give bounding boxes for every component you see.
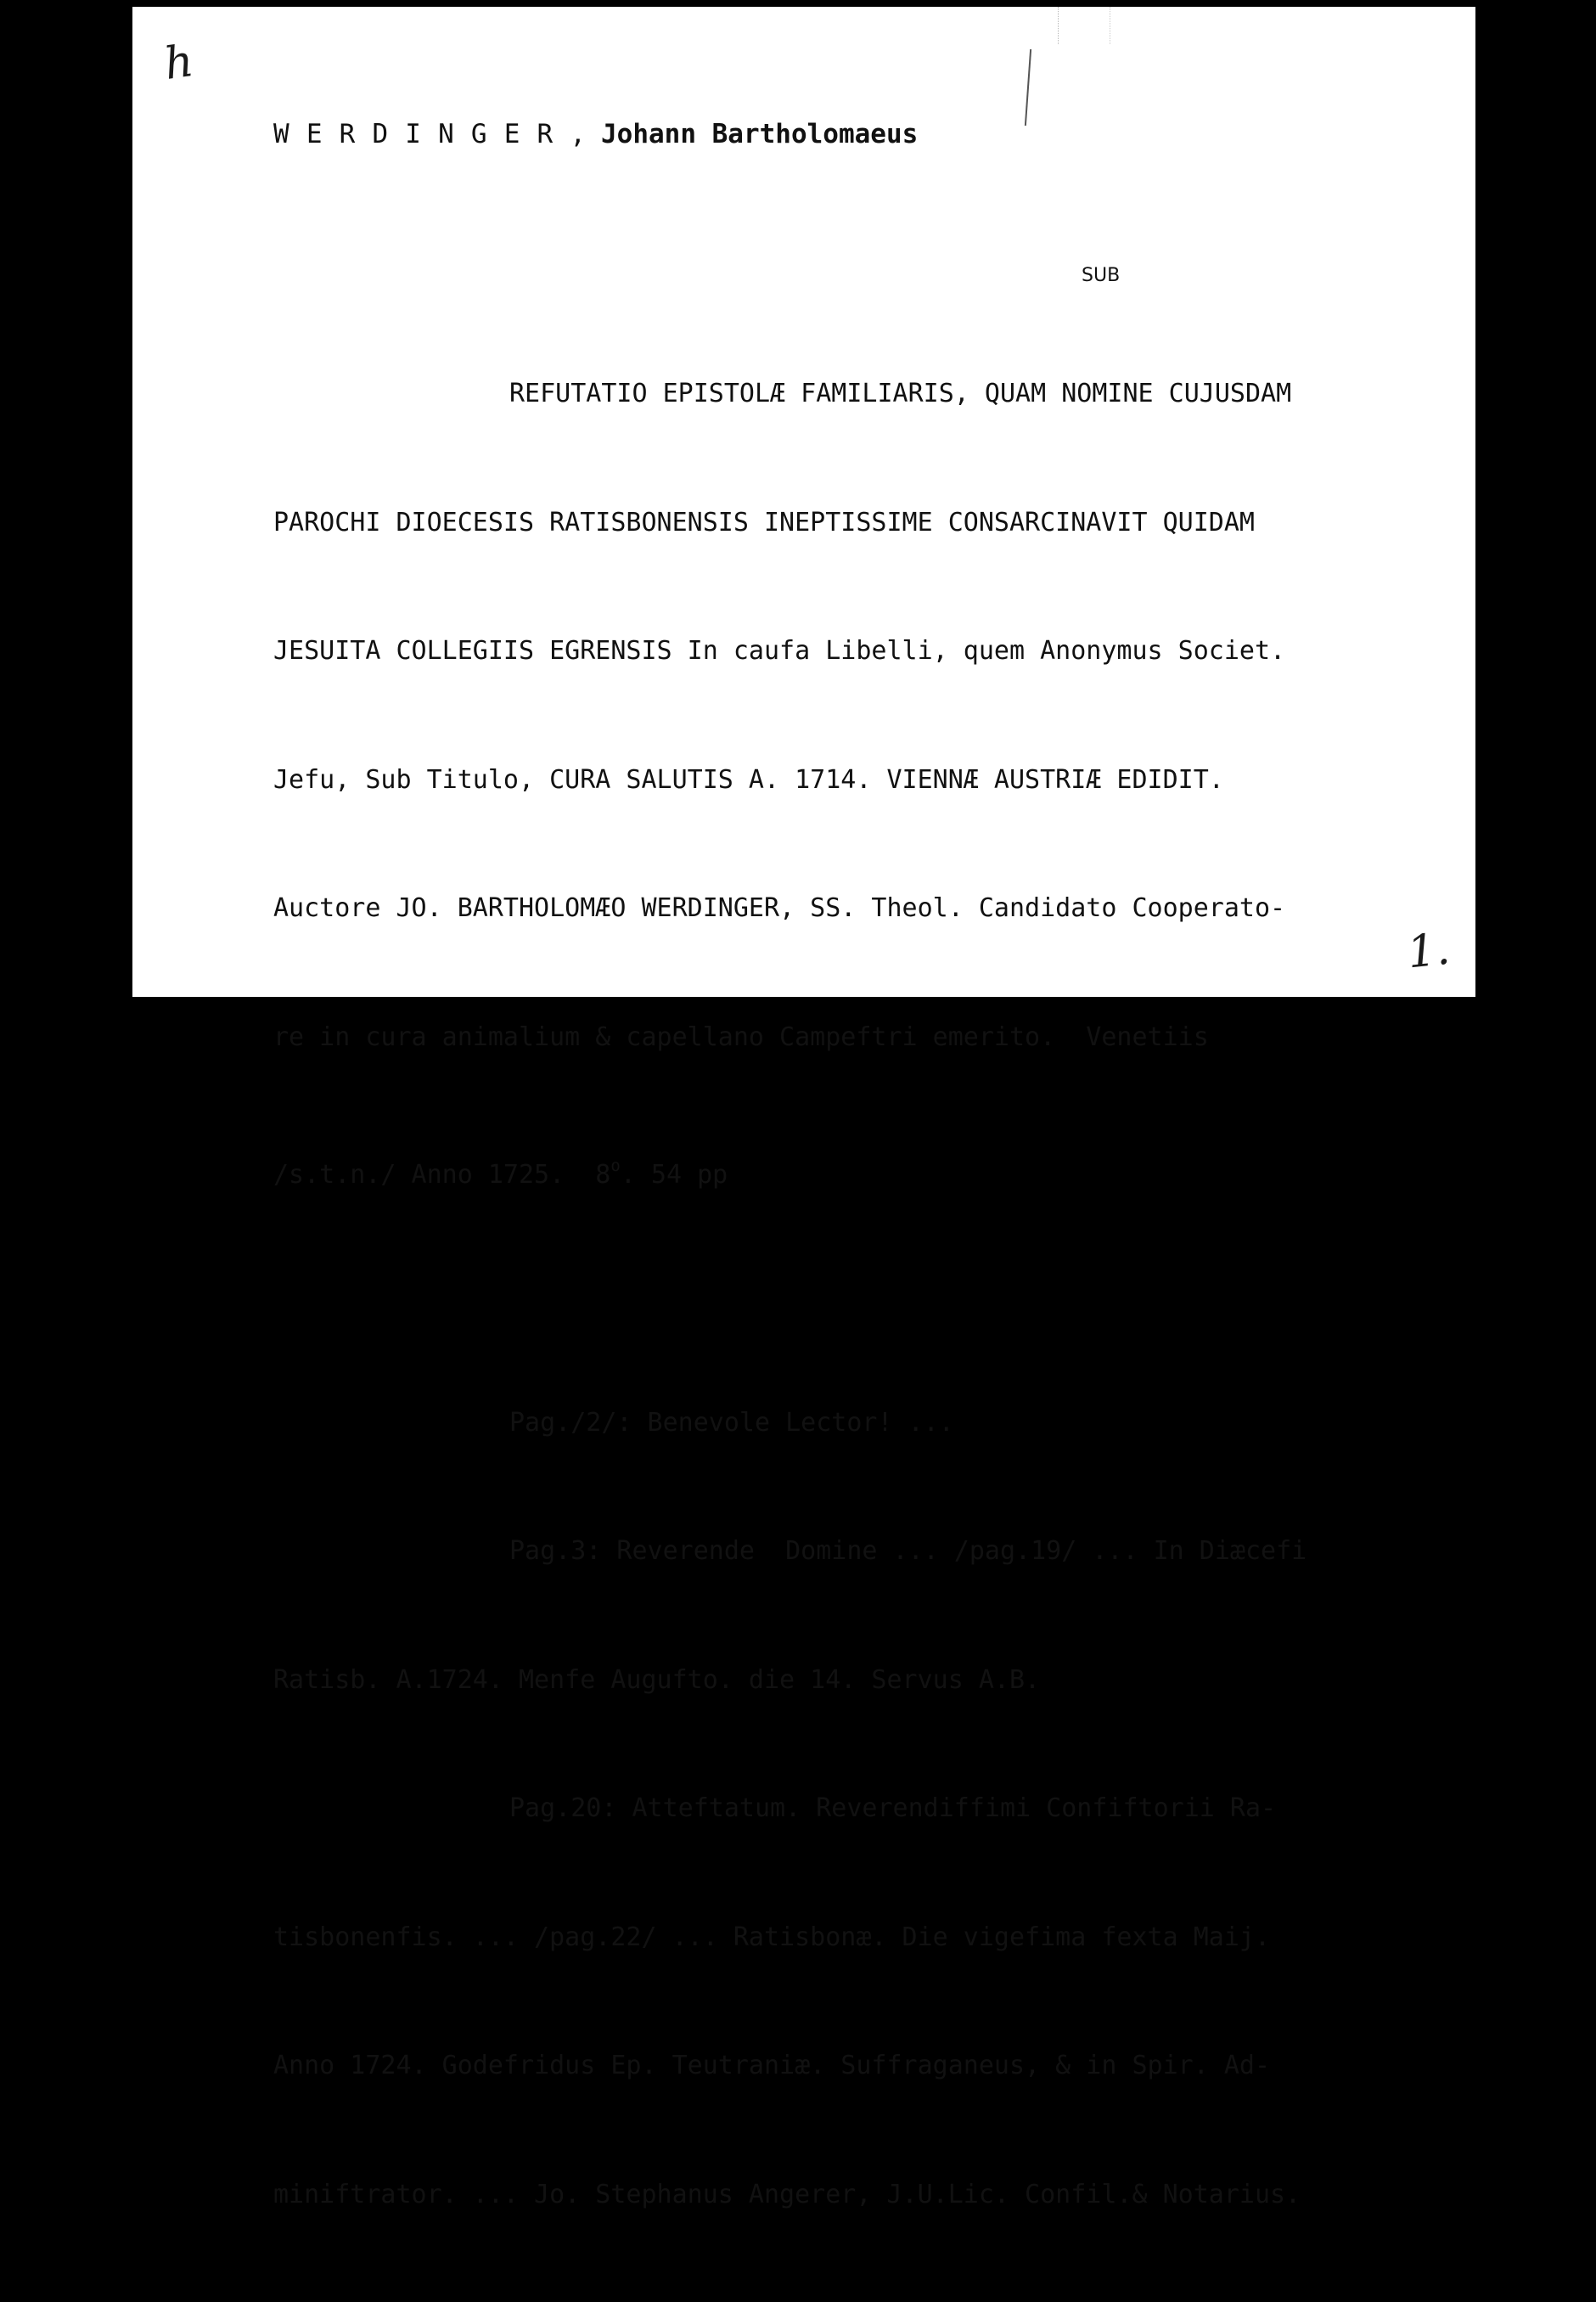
contents-line: miniftrator. ... Jo. Stephanus Angerer, J.U.Lic. Confil.& Notarius.: [273, 2179, 1301, 2209]
imprint-prefix: /s.t.n./ Anno 1725. 8: [273, 1160, 611, 1190]
contents-line: Pag.20: Atteftatum. Reverendiffimi Confiftorii Ra-: [509, 1793, 1277, 1823]
contents-line: Anno 1724. Godefridus Ep. Teutraniæ. Suffraganeus, & in Spir. Ad-: [273, 2051, 1270, 2080]
author-given-names: Johann Bartholomaeus: [601, 119, 919, 149]
paragraph-gap: [273, 1274, 1453, 1316]
contents-line: tisbonenfis. ... /pag.22/ ... Ratisbonæ. Die vigefima fexta Maij.: [273, 1922, 1270, 1952]
title-line: re in cura animalium & capellano Campeftri emerito. Venetiis: [273, 1022, 1209, 1052]
contents-line: Ratisb. A.1724. Menfe Augufto. die 14. Servus A.B.: [273, 1664, 1041, 1695]
title-line: Auctore JO. BARTHOLOMÆO WERDINGER, SS. Theol. Candidato Cooperato-: [273, 893, 1286, 923]
catalog-card: [132, 7, 1475, 2209]
interlinear-correction: SUB: [1082, 265, 1121, 286]
contents-line: Pag.3: Reverende Domine ... /pag.19/ ... In Diæcefi: [509, 1536, 1307, 1566]
author-surname: WERDINGER: [273, 119, 570, 149]
title-line: JESUITA COLLEGIIS EGRENSIS In caufa Libelli, quem Anonymus Societ.: [273, 636, 1286, 666]
title-line: REFUTATIO EPISTOLÆ FAMILIARIS, QUAM NOMINE CUJUSDAM: [509, 379, 1292, 408]
bibliographic-description: [273, 287, 1453, 2302]
heading-separator: ,: [570, 119, 586, 149]
title-line: PAROCHI DIOECESIS RATISBONENSIS INEPTISSIME CONSARCINAVIT QUIDAM: [273, 507, 1255, 538]
imprint-suffix: . 54 pp: [620, 1160, 728, 1190]
author-heading: [273, 119, 918, 149]
imprint-line: [273, 1145, 1453, 1188]
imprint-format-superscript: o: [610, 1157, 621, 1175]
title-line: Jefu, Sub Titulo, CURA SALUTIS A. 1714. VIENNÆ AUSTRIÆ EDIDIT.: [273, 764, 1224, 795]
scan-smudge: [1058, 7, 1110, 44]
contents-line: Pag./2/: Benevole Lector! ...: [509, 1407, 954, 1438]
pencil-stroke: [1025, 49, 1031, 126]
handwritten-page-number: 1.: [1405, 923, 1453, 979]
corner-handwritten-mark: h: [160, 35, 197, 91]
